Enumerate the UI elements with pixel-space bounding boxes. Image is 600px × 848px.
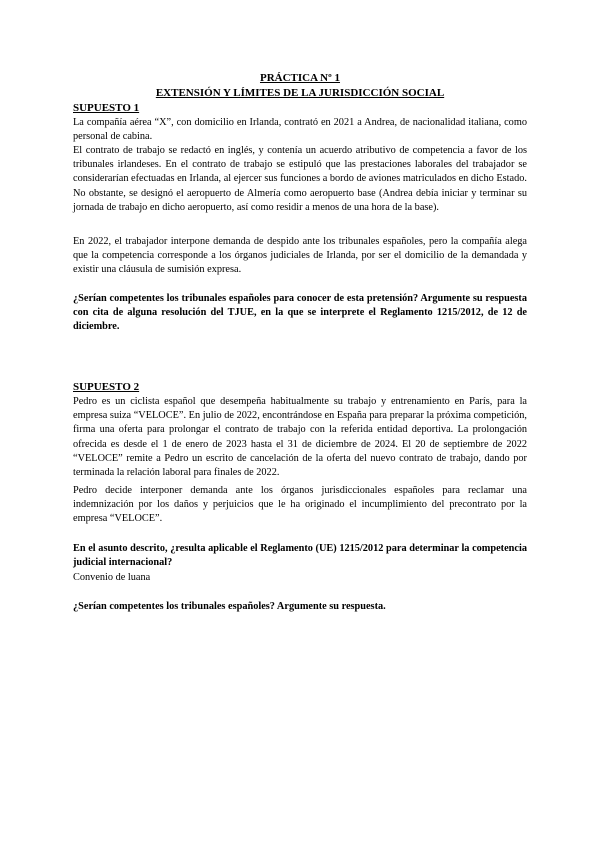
case-2-note: Convenio de luana xyxy=(73,572,151,583)
case-1-heading: SUPUESTO 1 xyxy=(73,102,140,114)
page-subtitle: EXTENSIÓN Y LÍMITES DE LA JURISDICCIÓN SOCIAL xyxy=(155,87,445,99)
case-1-paragraph-1: La compañía aérea “X”, con domicilio en Irlanda, contrató en 2021 a Andrea, de nacionalidad italiana, como personal de cabina. xyxy=(73,117,527,143)
case-1-paragraph-3: En 2022, el trabajador interpone demanda de despido ante los tribunales españoles, pero la compañía alega que la competencia corresponde a los órganos judiciales de Irlanda, por ser el domicilio de la demandada y existir una cláusula de sumisión expresa. xyxy=(73,236,527,276)
case-2-paragraph-1: Pedro es un ciclista español que desempeña habitualmente su trabajo y entrenamiento en París, para la empresa suiza “VELOCE”. En julio de 2022, encontrándose en España para preparar la próxima competición, firma una oferta para prolongar el contrato de trabajo con la referida entidad deportiva. La prolongación ofrecida es desde el 1 de enero de 2023 hasta el 31 de diciembre de 2024. El 20 de septiembre de 2022 “VELOCE” remite a Pedro un escrito de cancelación de la oferta del nuevo contrato de trabajo, dando por terminada la relación laboral para finales de 2022. xyxy=(73,396,527,479)
page-title: PRÁCTICA Nº 1 xyxy=(259,72,341,84)
case-1-question: ¿Serían competentes los tribunales españoles para conocer de esta pretensión? Argumente su respuesta con cita de alguna resolución del TJUE, en la que se interprete el Reglamento 1215/2012, de 12 de diciembre. xyxy=(73,293,527,333)
case-2-heading: SUPUESTO 2 xyxy=(73,381,140,393)
case-2-paragraph-2: Pedro decide interponer demanda ante los órganos jurisdiccionales españoles para reclamar una indemnización por los daños y perjuicios que le ha originado el incumplimiento del precontrato por la empresa “VELOCE”. xyxy=(73,485,527,525)
case-2-question-1: En el asunto descrito, ¿resulta aplicable el Reglamento (UE) 1215/2012 para determinar la competencia judicial internacional? xyxy=(73,543,527,569)
case-1-paragraph-2: El contrato de trabajo se redactó en inglés, y contenía un acuerdo atributivo de competencia a favor de los tribunales irlandeses. En el contrato de trabajo se estipuló que las prestaciones laborales del trabajador se considerarían efectuadas en Irlanda, al ejercer sus funciones a bordo de aviones matriculados en dicho Estado. No obstante, se designó el aeropuerto de Almería como aeropuerto base (Andrea debía iniciar y terminar su jornada de trabajo en dicho aeropuerto, así como residir a menos de una hora de la base). xyxy=(73,145,527,213)
case-2-question-2: ¿Serían competentes los tribunales españoles? Argumente su respuesta. xyxy=(73,601,386,612)
